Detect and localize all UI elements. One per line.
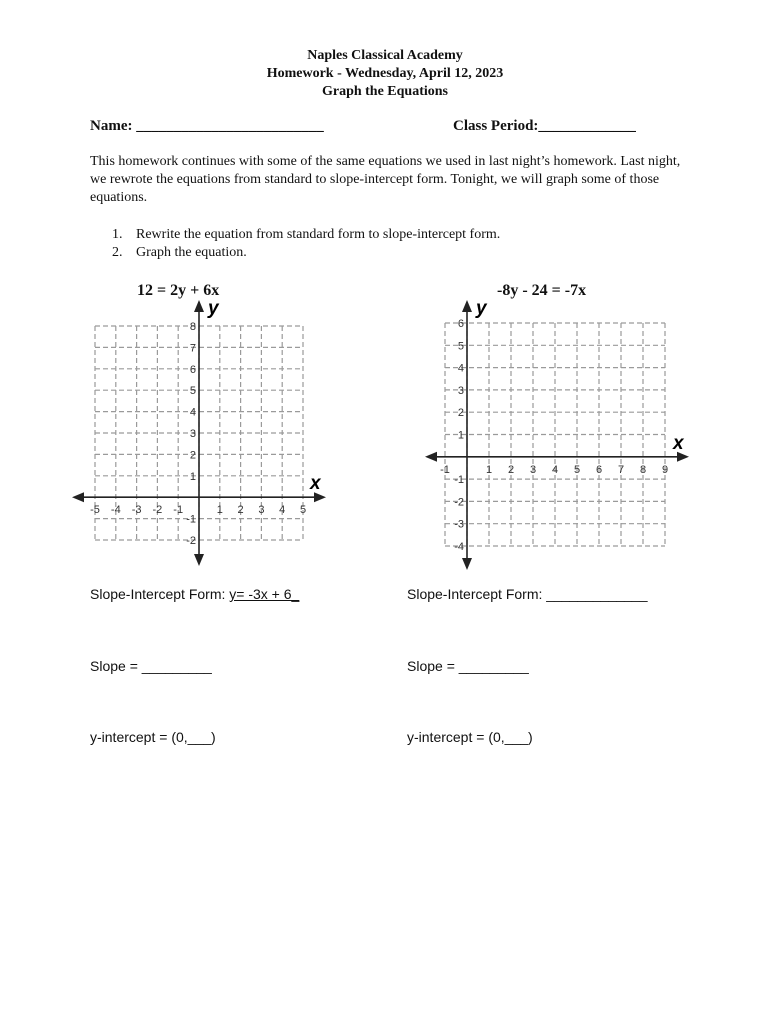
x-tick-label: 2 <box>507 463 515 476</box>
assignment-title: Homework - Wednesday, April 12, 2023 <box>266 66 504 81</box>
intro-paragraph: This homework continues with some of the same equations we used in last night’s homework. Last night, we rewrote the equations from standard to slope-intercept form. Tonight, we will graph some of those equations. <box>90 154 681 205</box>
x-axis-left-arrow-icon <box>72 492 84 502</box>
class-period-field[interactable]: Class Period:_____________ <box>453 118 636 134</box>
slope-intercept-row-2 <box>407 586 648 602</box>
x-tick-label: 4 <box>279 504 286 517</box>
coordinate-grid-2[interactable] <box>415 292 705 577</box>
x-tick-label: -3 <box>131 504 142 517</box>
y-intercept-field-1[interactable]: y-intercept = (0,___) <box>90 729 216 745</box>
slope-field-1[interactable]: Slope = _________ <box>90 658 212 674</box>
instruction-item <box>112 244 500 262</box>
x-axis-label: x <box>310 473 321 495</box>
name-field[interactable]: Name: _________________________ <box>90 118 324 134</box>
y-axis-label: y <box>476 298 487 319</box>
equation-1: 12 = 2y + 6x <box>137 282 220 299</box>
x-tick-label: -1 <box>173 504 184 517</box>
x-tick-label: 8 <box>639 463 647 476</box>
instruction-number: 2. <box>112 245 123 260</box>
x-tick-label: -5 <box>90 504 100 517</box>
x-tick-label: 3 <box>529 463 537 476</box>
slope-intercept-row-1 <box>90 586 299 602</box>
instruction-text: Rewrite the equation from standard form to slope-intercept form. <box>136 227 501 242</box>
x-tick-label: 4 <box>551 463 559 476</box>
y-axis-down-arrow-icon <box>462 558 472 570</box>
slope-intercept-label: Slope-Intercept Form: <box>407 586 547 602</box>
x-tick-label: 2 <box>237 504 244 517</box>
topic-title: Graph the Equations <box>321 84 449 99</box>
y-tick-label: 5 <box>457 340 464 353</box>
x-tick-label: 1 <box>485 463 493 476</box>
y-tick-label: -1 <box>454 474 464 487</box>
slope-intercept-answer[interactable]: _____________ <box>546 586 648 602</box>
x-axis-label: x <box>673 432 684 454</box>
y-axis-label: y <box>208 298 219 319</box>
x-tick-label: -2 <box>152 504 163 517</box>
y-tick-label: 3 <box>189 428 196 440</box>
x-tick-label: -4 <box>110 504 121 517</box>
x-tick-label: 9 <box>661 463 669 476</box>
instruction-list <box>112 226 500 262</box>
y-tick-label: -4 <box>454 541 464 553</box>
instruction-item <box>112 226 500 244</box>
x-tick-label: 7 <box>617 463 625 476</box>
y-intercept-field-2[interactable]: y-intercept = (0,___) <box>407 729 533 745</box>
y-tick-label: 2 <box>189 449 196 462</box>
y-tick-label: 1 <box>189 470 196 483</box>
slope-intercept-label: Slope-Intercept Form: <box>90 586 230 602</box>
x-tick-label: 1 <box>216 504 223 517</box>
y-tick-label: 6 <box>457 318 464 330</box>
y-axis-down-arrow-icon <box>194 554 204 566</box>
y-tick-label: -2 <box>454 496 464 509</box>
y-tick-label: -1 <box>186 513 196 526</box>
y-tick-label: 3 <box>457 384 464 397</box>
y-tick-label: 1 <box>457 429 464 442</box>
school-name: Naples Classical Academy <box>307 48 463 63</box>
y-tick-label: 2 <box>457 407 464 420</box>
slope-intercept-answer[interactable]: y= -3x + 6_ <box>229 586 300 602</box>
instruction-number: 1. <box>112 227 123 242</box>
y-tick-label: 4 <box>457 362 464 375</box>
equation-2: -8y - 24 = -7x <box>497 282 587 299</box>
y-tick-label: 5 <box>189 385 196 398</box>
x-tick-label: 3 <box>258 504 265 517</box>
y-tick-label: 6 <box>189 363 196 376</box>
x-tick-label: 6 <box>595 463 603 476</box>
y-axis-up-arrow-icon <box>462 300 472 312</box>
y-tick-label: 4 <box>189 406 196 419</box>
x-tick-label: 5 <box>573 463 581 476</box>
instruction-text: Graph the equation. <box>136 245 247 260</box>
y-tick-label: 7 <box>189 342 196 355</box>
x-tick-label: 5 <box>299 504 307 517</box>
y-axis-up-arrow-icon <box>194 300 204 312</box>
coordinate-grid-1[interactable] <box>60 292 350 577</box>
worksheet-header <box>0 47 770 101</box>
y-tick-label: -3 <box>454 518 464 531</box>
y-tick-label: 8 <box>189 321 196 333</box>
y-tick-label: -2 <box>186 535 196 547</box>
slope-field-2[interactable]: Slope = _________ <box>407 658 529 674</box>
x-tick-label: -1 <box>440 463 450 476</box>
x-axis-left-arrow-icon <box>425 452 437 462</box>
